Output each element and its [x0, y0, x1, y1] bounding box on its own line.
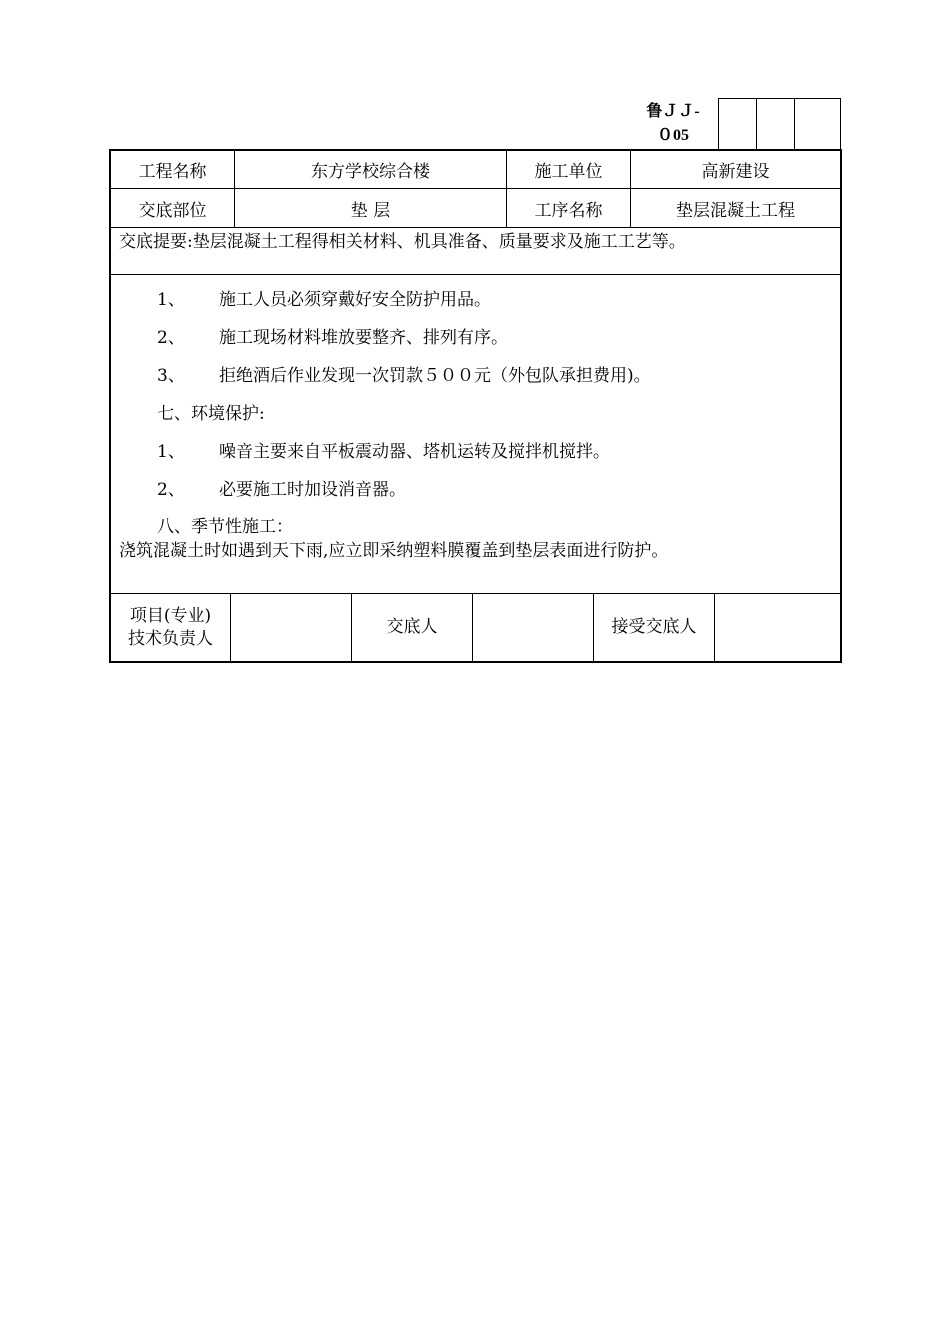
- process-name-label: 工序名称: [507, 189, 631, 227]
- handover-part-label: 交底部位: [111, 189, 235, 227]
- handover-person-signature[interactable]: [473, 594, 594, 661]
- item-number: 2、: [157, 328, 185, 348]
- form-code-line2: ０05: [656, 127, 689, 144]
- receiver-signature[interactable]: [715, 594, 840, 661]
- tech-lead-signature[interactable]: [231, 594, 352, 661]
- item-number: 1、: [157, 442, 185, 462]
- item-text: 必要施工时加设消音器。: [219, 480, 406, 500]
- item-text: 噪音主要来自平板震动器、塔机运转及搅拌机搅拌。: [219, 442, 610, 462]
- process-name-value[interactable]: 垫层混凝土工程: [676, 200, 795, 221]
- code-box[interactable]: [795, 99, 841, 150]
- handover-person-label: 交底人: [352, 594, 473, 661]
- list-item: [111, 477, 840, 515]
- handover-part-value[interactable]: 垫 层: [235, 189, 507, 227]
- construction-unit-label: 施工单位: [507, 151, 631, 188]
- list-item: [111, 325, 840, 363]
- item-text: 施工人员必须穿戴好安全防护用品。: [219, 290, 491, 310]
- list-item: [111, 439, 840, 477]
- tech-lead-label-line2: 技术负责人: [128, 628, 213, 649]
- handover-content: [111, 275, 840, 594]
- list-item: [111, 287, 840, 325]
- receiver-label: 接受交底人: [594, 594, 715, 661]
- construction-unit-value[interactable]: 高新建设: [701, 162, 770, 182]
- item-number: 2、: [157, 480, 185, 500]
- seasonal-text: 浇筑混凝土时如遇到天下雨,应立即采纳塑料膜覆盖到垫层表面进行防护。: [119, 541, 669, 561]
- info-row-1: [111, 151, 840, 189]
- info-row-2: [111, 189, 840, 228]
- section-heading-environment: 七、环境保护:: [157, 404, 265, 424]
- form-code-line1: 鲁ＪＪ-: [646, 103, 700, 120]
- item-text: 施工现场材料堆放要整齐、排列有序。: [219, 328, 508, 348]
- item-number: 1、: [157, 290, 185, 310]
- list-item: [111, 363, 840, 401]
- item-number: 3、: [157, 366, 185, 386]
- tech-lead-label-line1: 项目(专业): [129, 605, 212, 626]
- tech-lead-label: [111, 594, 231, 661]
- handover-table: [109, 149, 842, 663]
- project-name-label: 工程名称: [111, 151, 235, 188]
- form-code-boxes: [718, 98, 841, 151]
- project-name-value[interactable]: 东方学校综合楼: [235, 151, 507, 188]
- signature-row: [111, 594, 840, 661]
- handover-summary: 交底提要:垫层混凝土工程得相关材料、机具准备、质量要求及施工工艺等。: [111, 228, 840, 275]
- section-heading-seasonal: 八、季节性施工：: [157, 517, 293, 537]
- item-text: 拒绝酒后作业发现一次罚款５００元（外包队承担费用)。: [219, 366, 651, 386]
- code-box[interactable]: [757, 99, 795, 150]
- form-code: [630, 100, 716, 148]
- code-box[interactable]: [719, 99, 757, 150]
